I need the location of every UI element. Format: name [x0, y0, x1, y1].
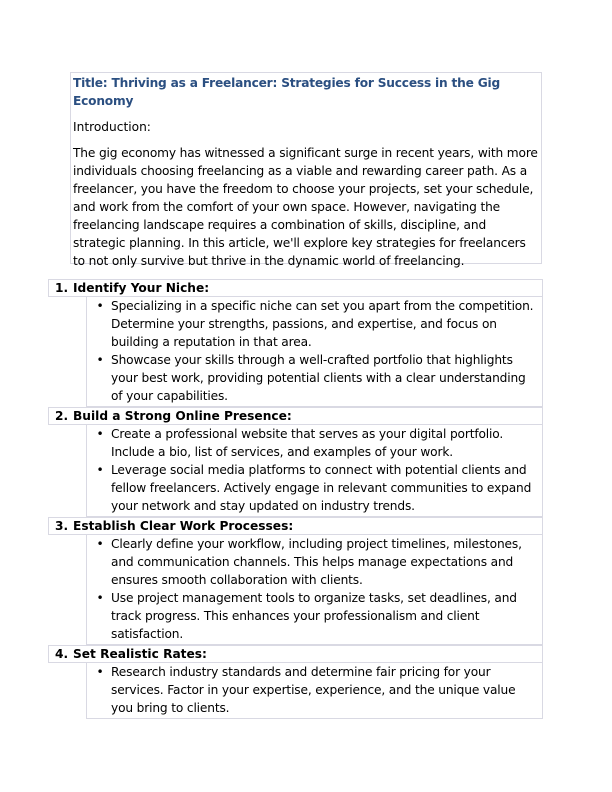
- bullet-icon: •: [96, 665, 104, 679]
- introduction-box: [70, 72, 542, 268]
- section-title: Identify Your Niche:: [73, 281, 210, 295]
- list-item: • Showcase your skills through a well-crafted portfolio that highlights your best work, providing potential clients with a clear understanding of your capabilities.: [87, 351, 542, 405]
- bullet-icon: •: [96, 427, 104, 441]
- list-item: • Clearly define your workflow, including project timelines, milestones, and communication channels. This helps manage expectations and ensures smooth collaboration with clients.: [87, 535, 542, 589]
- section-heading-2: [48, 407, 543, 425]
- section-title: Establish Clear Work Processes:: [73, 519, 294, 533]
- bullet-icon: •: [96, 299, 104, 313]
- list-item: • Research industry standards and determine fair pricing for your services. Factor in your expertise, experience, and the unique value you bring to clients.: [87, 663, 542, 717]
- introduction-label: Introduction:: [73, 120, 151, 134]
- section-bullets-2: [86, 425, 543, 517]
- bullet-icon: •: [96, 463, 104, 477]
- section-title: Set Realistic Rates:: [73, 647, 207, 661]
- section-number: 4.: [55, 647, 69, 661]
- section-bullets-4: [86, 663, 543, 719]
- list-item: • Leverage social media platforms to connect with potential clients and fellow freelancers. Actively engage in relevant communities to expand your network and stay updated on industry trends.: [87, 461, 542, 515]
- section-number: 1.: [55, 281, 69, 295]
- section-number: 3.: [55, 519, 69, 533]
- section-bullets-1: [86, 297, 543, 407]
- bullet-icon: •: [96, 537, 104, 551]
- section-title: Build a Strong Online Presence:: [73, 409, 292, 423]
- bullet-icon: •: [96, 591, 104, 605]
- section-heading-1: [48, 279, 543, 297]
- document-title: Title: Thriving as a Freelancer: Strategies for Success in the Gig Economy: [73, 76, 501, 108]
- introduction-paragraph: The gig economy has witnessed a significant surge in recent years, with more individuals choosing freelancing as a viable and rewarding career path. As a freelancer, you have the freedom to choose your projects, set your schedule, and work from the comfort of your own space. However, navigating the freelancing landscape requires a combination of skills, discipline, and strategic planning. In this article, we'll explore key strategies for freelancers to not only survive but thrive in the dynamic world of freelancing.: [73, 146, 538, 268]
- section-heading-3: [48, 517, 543, 535]
- bullet-icon: •: [96, 353, 104, 367]
- section-bullets-3: [86, 535, 543, 645]
- list-item: • Specializing in a specific niche can set you apart from the competition. Determine your strengths, passions, and expertise, and focus on building a reputation in that area.: [87, 297, 542, 351]
- section-number: 2.: [55, 409, 69, 423]
- list-item: • Use project management tools to organize tasks, set deadlines, and track progress. This enhances your professionalism and client satisfaction.: [87, 589, 542, 643]
- list-item: • Create a professional website that serves as your digital portfolio. Include a bio, list of services, and examples of your work.: [87, 425, 542, 461]
- section-heading-4: [48, 645, 543, 663]
- strategy-list: [48, 279, 543, 719]
